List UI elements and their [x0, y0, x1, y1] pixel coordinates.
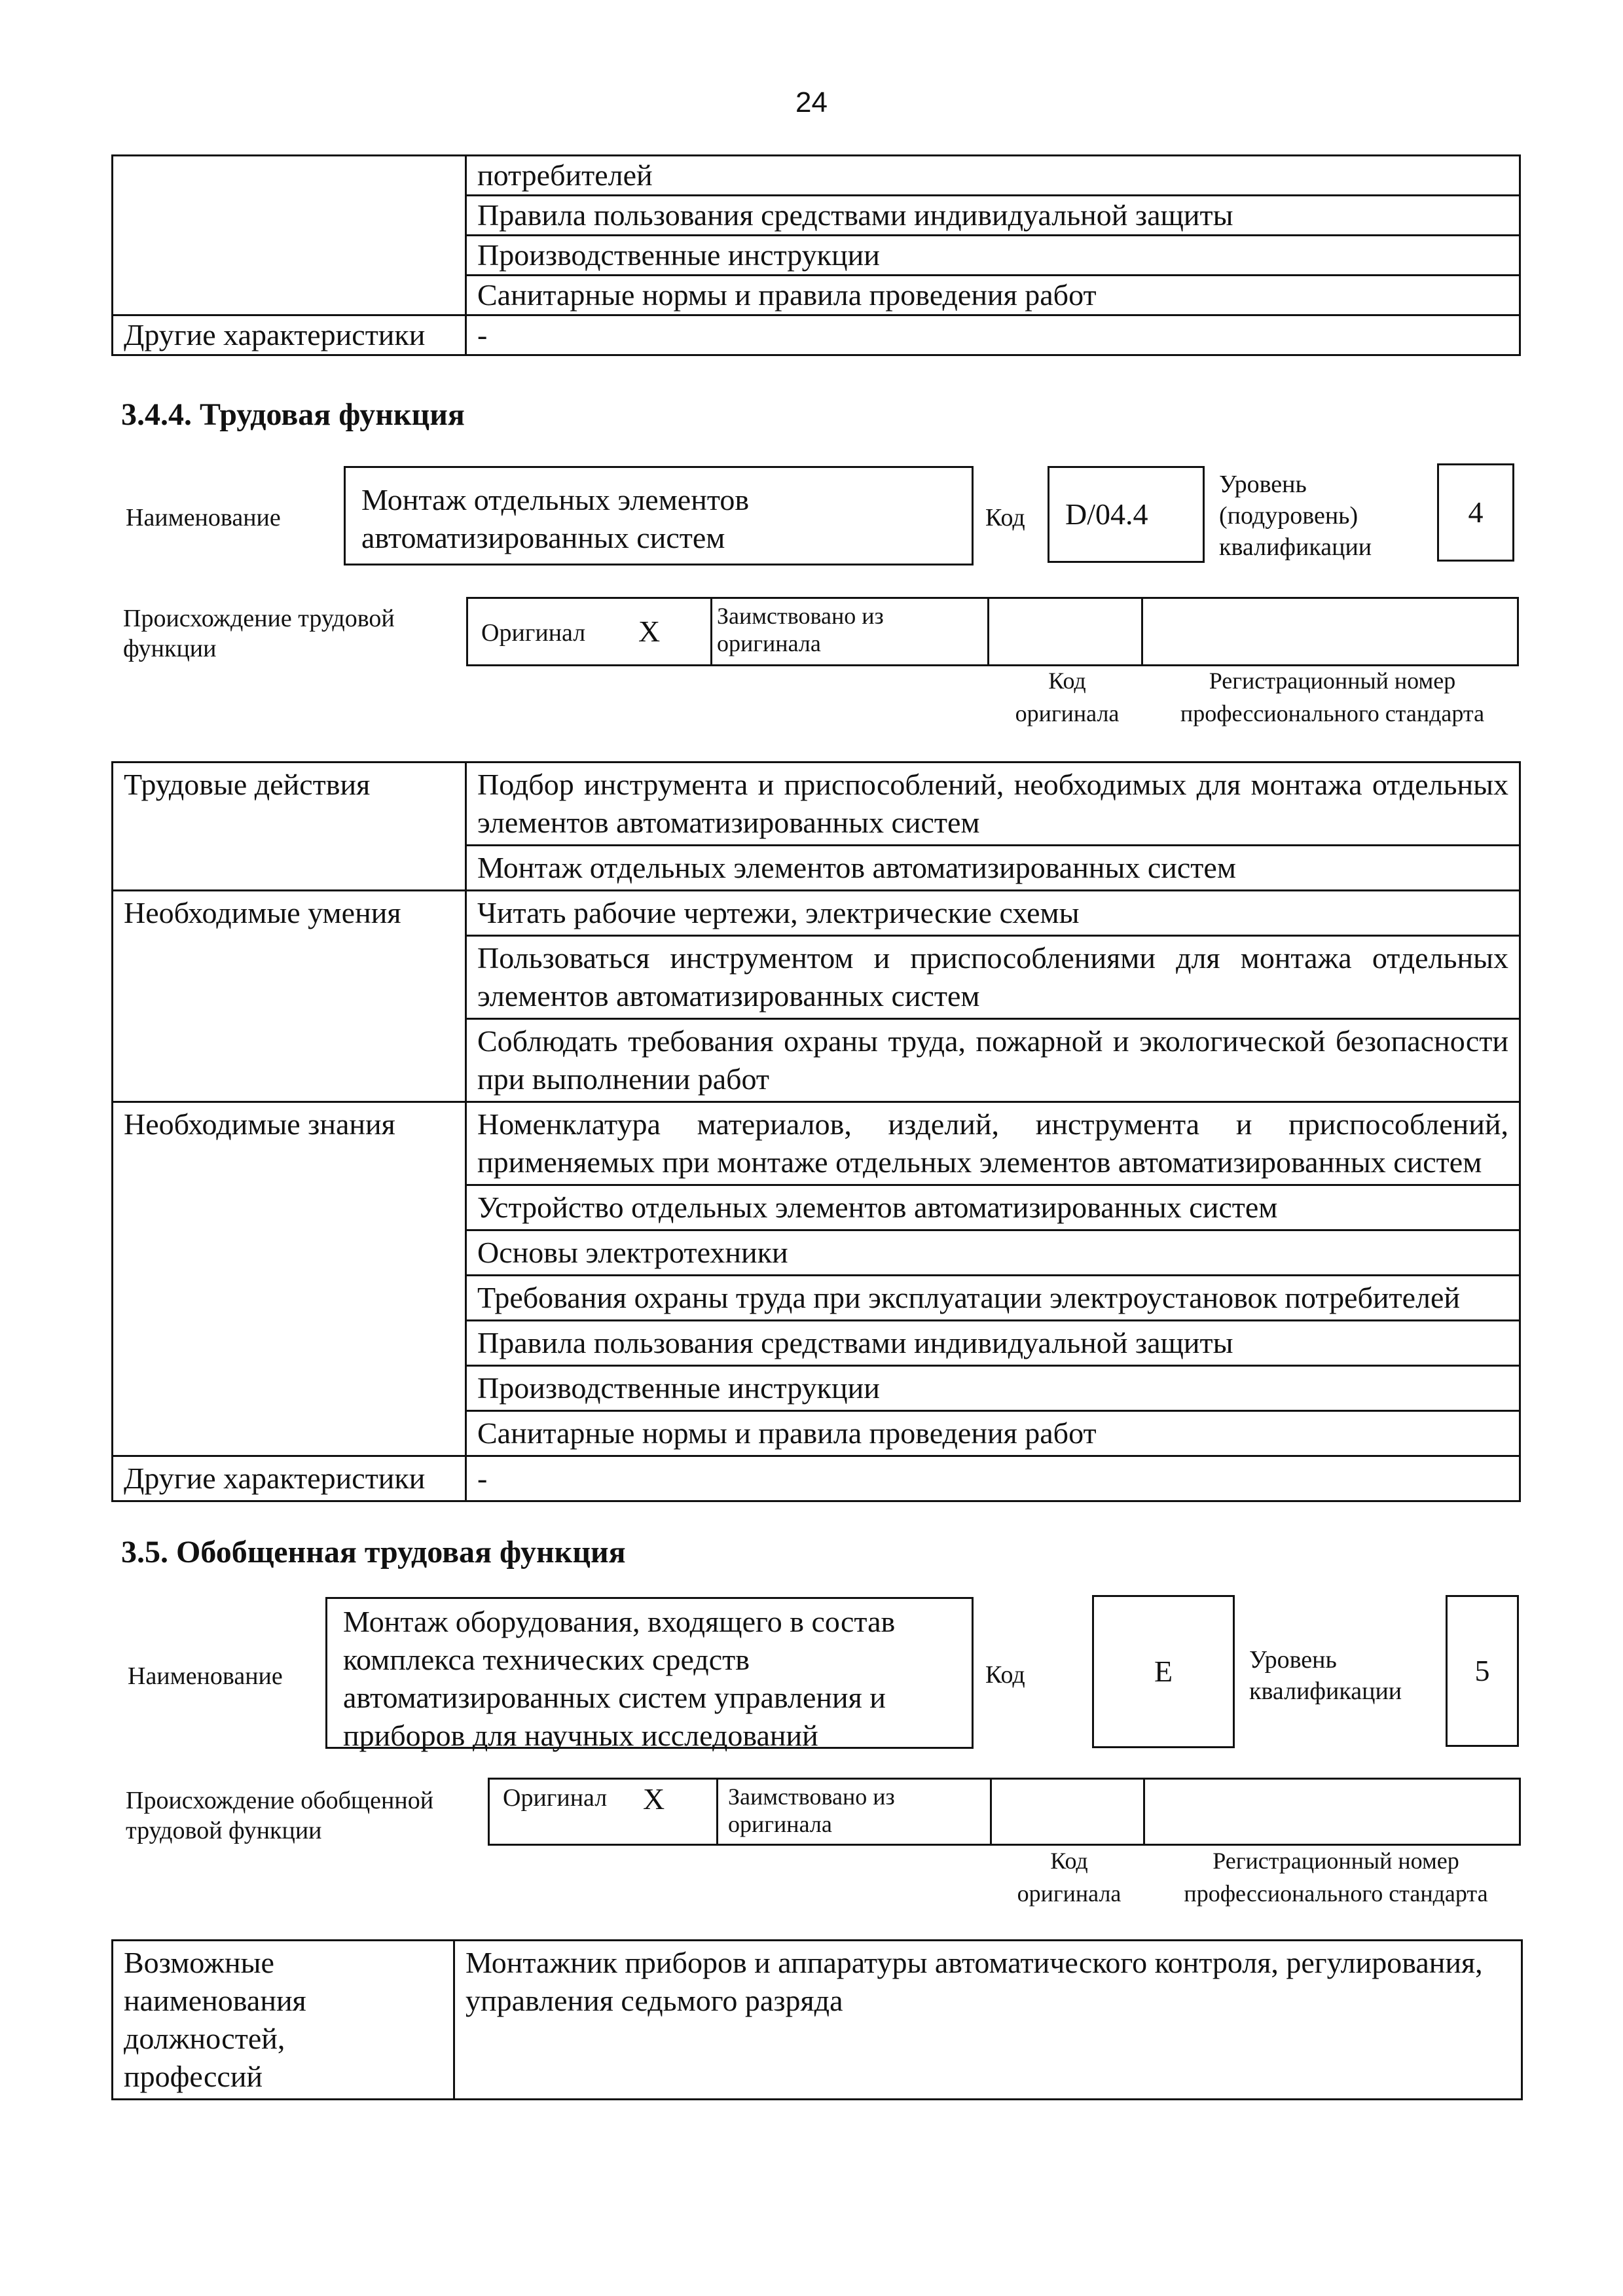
code-label: Код: [985, 504, 1025, 531]
positions-table: [111, 1939, 1523, 2100]
code-value: D/04.4: [1065, 497, 1148, 531]
name-value-box: [344, 466, 974, 565]
origin-label: Происхождение трудовой функции: [123, 605, 395, 662]
divider: [1141, 597, 1143, 666]
section-heading: 3.5. Обобщенная трудовая функция: [121, 1535, 626, 1570]
level-label: Уровень квалификации: [1249, 1646, 1402, 1705]
section-heading: 3.4.4. Трудовая функция: [121, 397, 465, 432]
level-value-box: [1437, 463, 1514, 562]
code-label: Код: [985, 1661, 1025, 1689]
table-row: Производственные инструкции: [466, 236, 1520, 276]
table-row: Санитарные нормы и правила проведения работ: [466, 1411, 1520, 1456]
page-number: 24: [795, 86, 828, 118]
table-row: потребителей: [466, 156, 1520, 196]
other-characteristics-label: Другие характеристики: [113, 315, 466, 355]
skills-label: Необходимые умения: [113, 891, 466, 1102]
table-row: Требования охраны труда при эксплуатации электроустановок потребителей: [466, 1276, 1520, 1321]
table-row: Читать рабочие чертежи, электрические схемы: [466, 891, 1520, 936]
empty-cell: [113, 156, 466, 315]
table-row: Соблюдать требования охраны труда, пожарной и экологической безопасности при выполнении работ: [466, 1019, 1520, 1102]
level-value: 4: [1468, 495, 1484, 529]
name-value: Монтаж отдельных элементов автоматизированных систем: [361, 483, 750, 554]
origin-label: Происхождение обобщенной трудовой функции: [126, 1787, 434, 1844]
table-row: Производственные инструкции: [466, 1366, 1520, 1411]
code-value-box: [1092, 1595, 1235, 1748]
original-mark: X: [643, 1782, 665, 1816]
table-row: Монтаж отдельных элементов автоматизированных систем: [466, 846, 1520, 891]
top-table: [111, 154, 1521, 356]
reg-number-caption: Регистрационный номер профессионального стандарта: [1180, 668, 1485, 726]
divider: [1143, 1778, 1145, 1846]
positions-label: Возможные наименования должностей, профессий: [113, 1941, 454, 2100]
original-label: Оригинал: [481, 619, 586, 647]
name-value: Монтаж оборудования, входящего в состав комплекса технических средств автоматизированных систем управления и приборов для научных исследований: [343, 1605, 896, 1752]
table-row: Санитарные нормы и правила проведения работ: [466, 276, 1520, 315]
code-value-box: [1048, 466, 1205, 563]
positions-value: Монтажник приборов и аппаратуры автоматического контроля, регулирования, управления седьмого разряда: [454, 1941, 1522, 2100]
divider: [987, 597, 989, 666]
other-characteristics-label: Другие характеристики: [113, 1456, 466, 1501]
name-value-box: [325, 1597, 974, 1752]
original-mark: X: [638, 615, 661, 648]
original-label: Оригинал: [503, 1784, 608, 1812]
code-original-caption: Код оригинала: [1015, 668, 1120, 726]
code-value: E: [1154, 1655, 1173, 1688]
table-row: Номенклатура материалов, изделий, инструмента и приспособлений, применяемых при монтаже отдельных элементов автоматизированных систем: [466, 1102, 1520, 1185]
divider: [990, 1778, 992, 1846]
other-characteristics-value: -: [466, 315, 1520, 355]
other-characteristics-value: -: [466, 1456, 1520, 1501]
code-original-caption: Код оригинала: [1017, 1848, 1122, 1907]
level-value: 5: [1474, 1654, 1490, 1687]
name-label: Наименование: [126, 504, 281, 531]
level-label: Уровень (подуровень) квалификации: [1219, 471, 1372, 561]
borrowed-label: Заимствовано из оригинала: [717, 603, 884, 656]
table-row: Устройство отдельных элементов автоматизированных систем: [466, 1185, 1520, 1230]
divider: [716, 1778, 718, 1846]
name-label: Наименование: [128, 1662, 283, 1690]
table-row: Правила пользования средствами индивидуальной защиты: [466, 1321, 1520, 1366]
actions-label: Трудовые действия: [113, 762, 466, 891]
knowledge-label: Необходимые знания: [113, 1102, 466, 1456]
table-row: Подбор инструмента и приспособлений, необходимых для монтажа отдельных элементов автоматизированных систем: [466, 762, 1520, 846]
table-row: Правила пользования средствами индивидуальной защиты: [466, 196, 1520, 236]
table-row: Основы электротехники: [466, 1230, 1520, 1276]
divider: [710, 597, 712, 666]
origin-box: [466, 597, 1519, 666]
level-value-box: [1446, 1595, 1519, 1747]
borrowed-label: Заимствовано из оригинала: [728, 1784, 895, 1837]
table-row: Пользоваться инструментом и приспособлениями для монтажа отдельных элементов автоматизированных систем: [466, 936, 1520, 1019]
reg-number-caption: Регистрационный номер профессионального стандарта: [1184, 1848, 1488, 1907]
function-table: [111, 761, 1521, 1502]
